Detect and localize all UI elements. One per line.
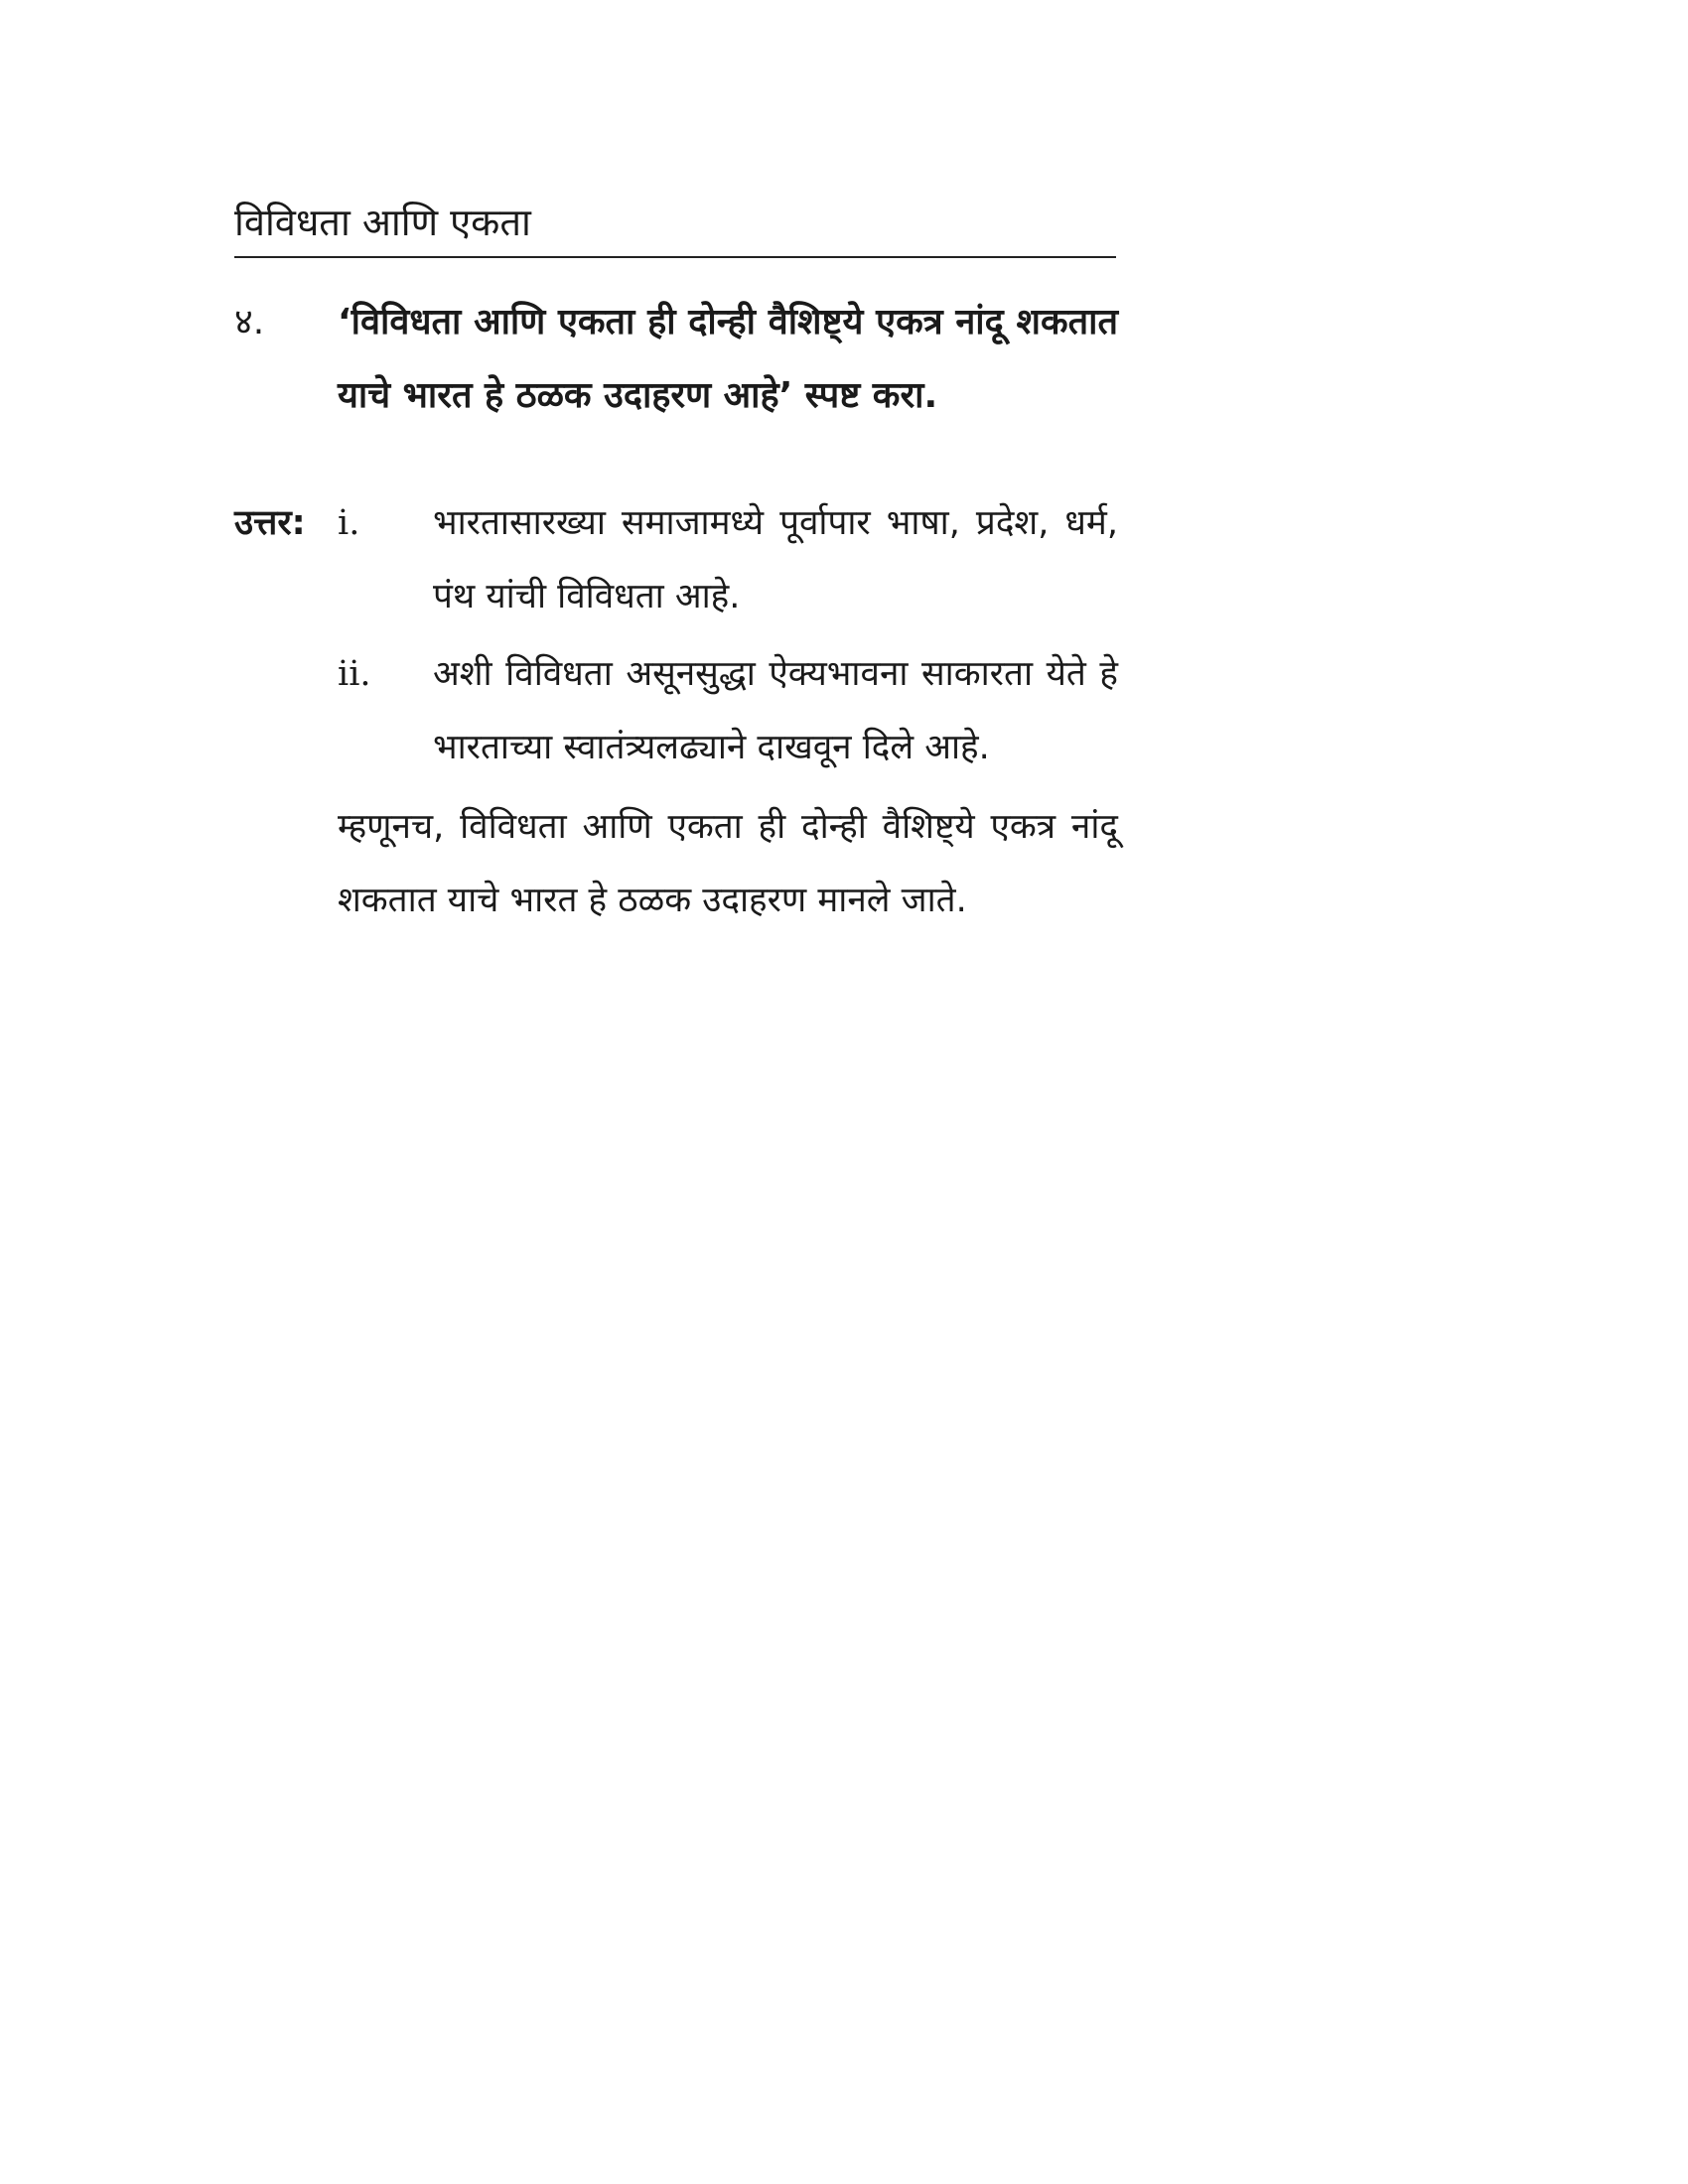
header-divider [234, 256, 1116, 258]
answer-item [234, 637, 1118, 784]
page-header [234, 195, 1108, 258]
item-text: अशी विविधता असूनसुद्धा ऐक्यभावना साकारता येते हे भारताच्या स्वातंत्र्यलढ्याने दाखवून दिले आहे. [433, 654, 1118, 767]
question-block [234, 286, 1118, 433]
item-marker: i. [338, 503, 360, 543]
item-text: भारतासारख्या समाजामध्ये पूर्वापार भाषा, प्रदेश, धर्म, पंथ यांची विविधता आहे. [433, 503, 1118, 616]
answer-conclusion: म्हणूनच, विविधता आणि एकता ही दोन्ही वैशिष्ट्ये एकत्र नांदू शकतात याचे भारत हे ठळक उदाहरण मानले जाते. [338, 807, 1118, 920]
answer-item [234, 486, 1118, 633]
question-number: ४. [234, 302, 265, 342]
page-title: विविधता आणि एकता [234, 201, 531, 244]
question-text: ‘विविधता आणि एकता ही दोन्ही वैशिष्ट्ये एकत्र नांदू शकतात याचे भारत हे ठळक उदाहरण आहे’ स्पष्ट करा. [338, 302, 1118, 416]
answer-label: उत्तर: [234, 503, 306, 543]
answer-block [234, 486, 1118, 937]
item-marker: ii. [338, 654, 371, 694]
